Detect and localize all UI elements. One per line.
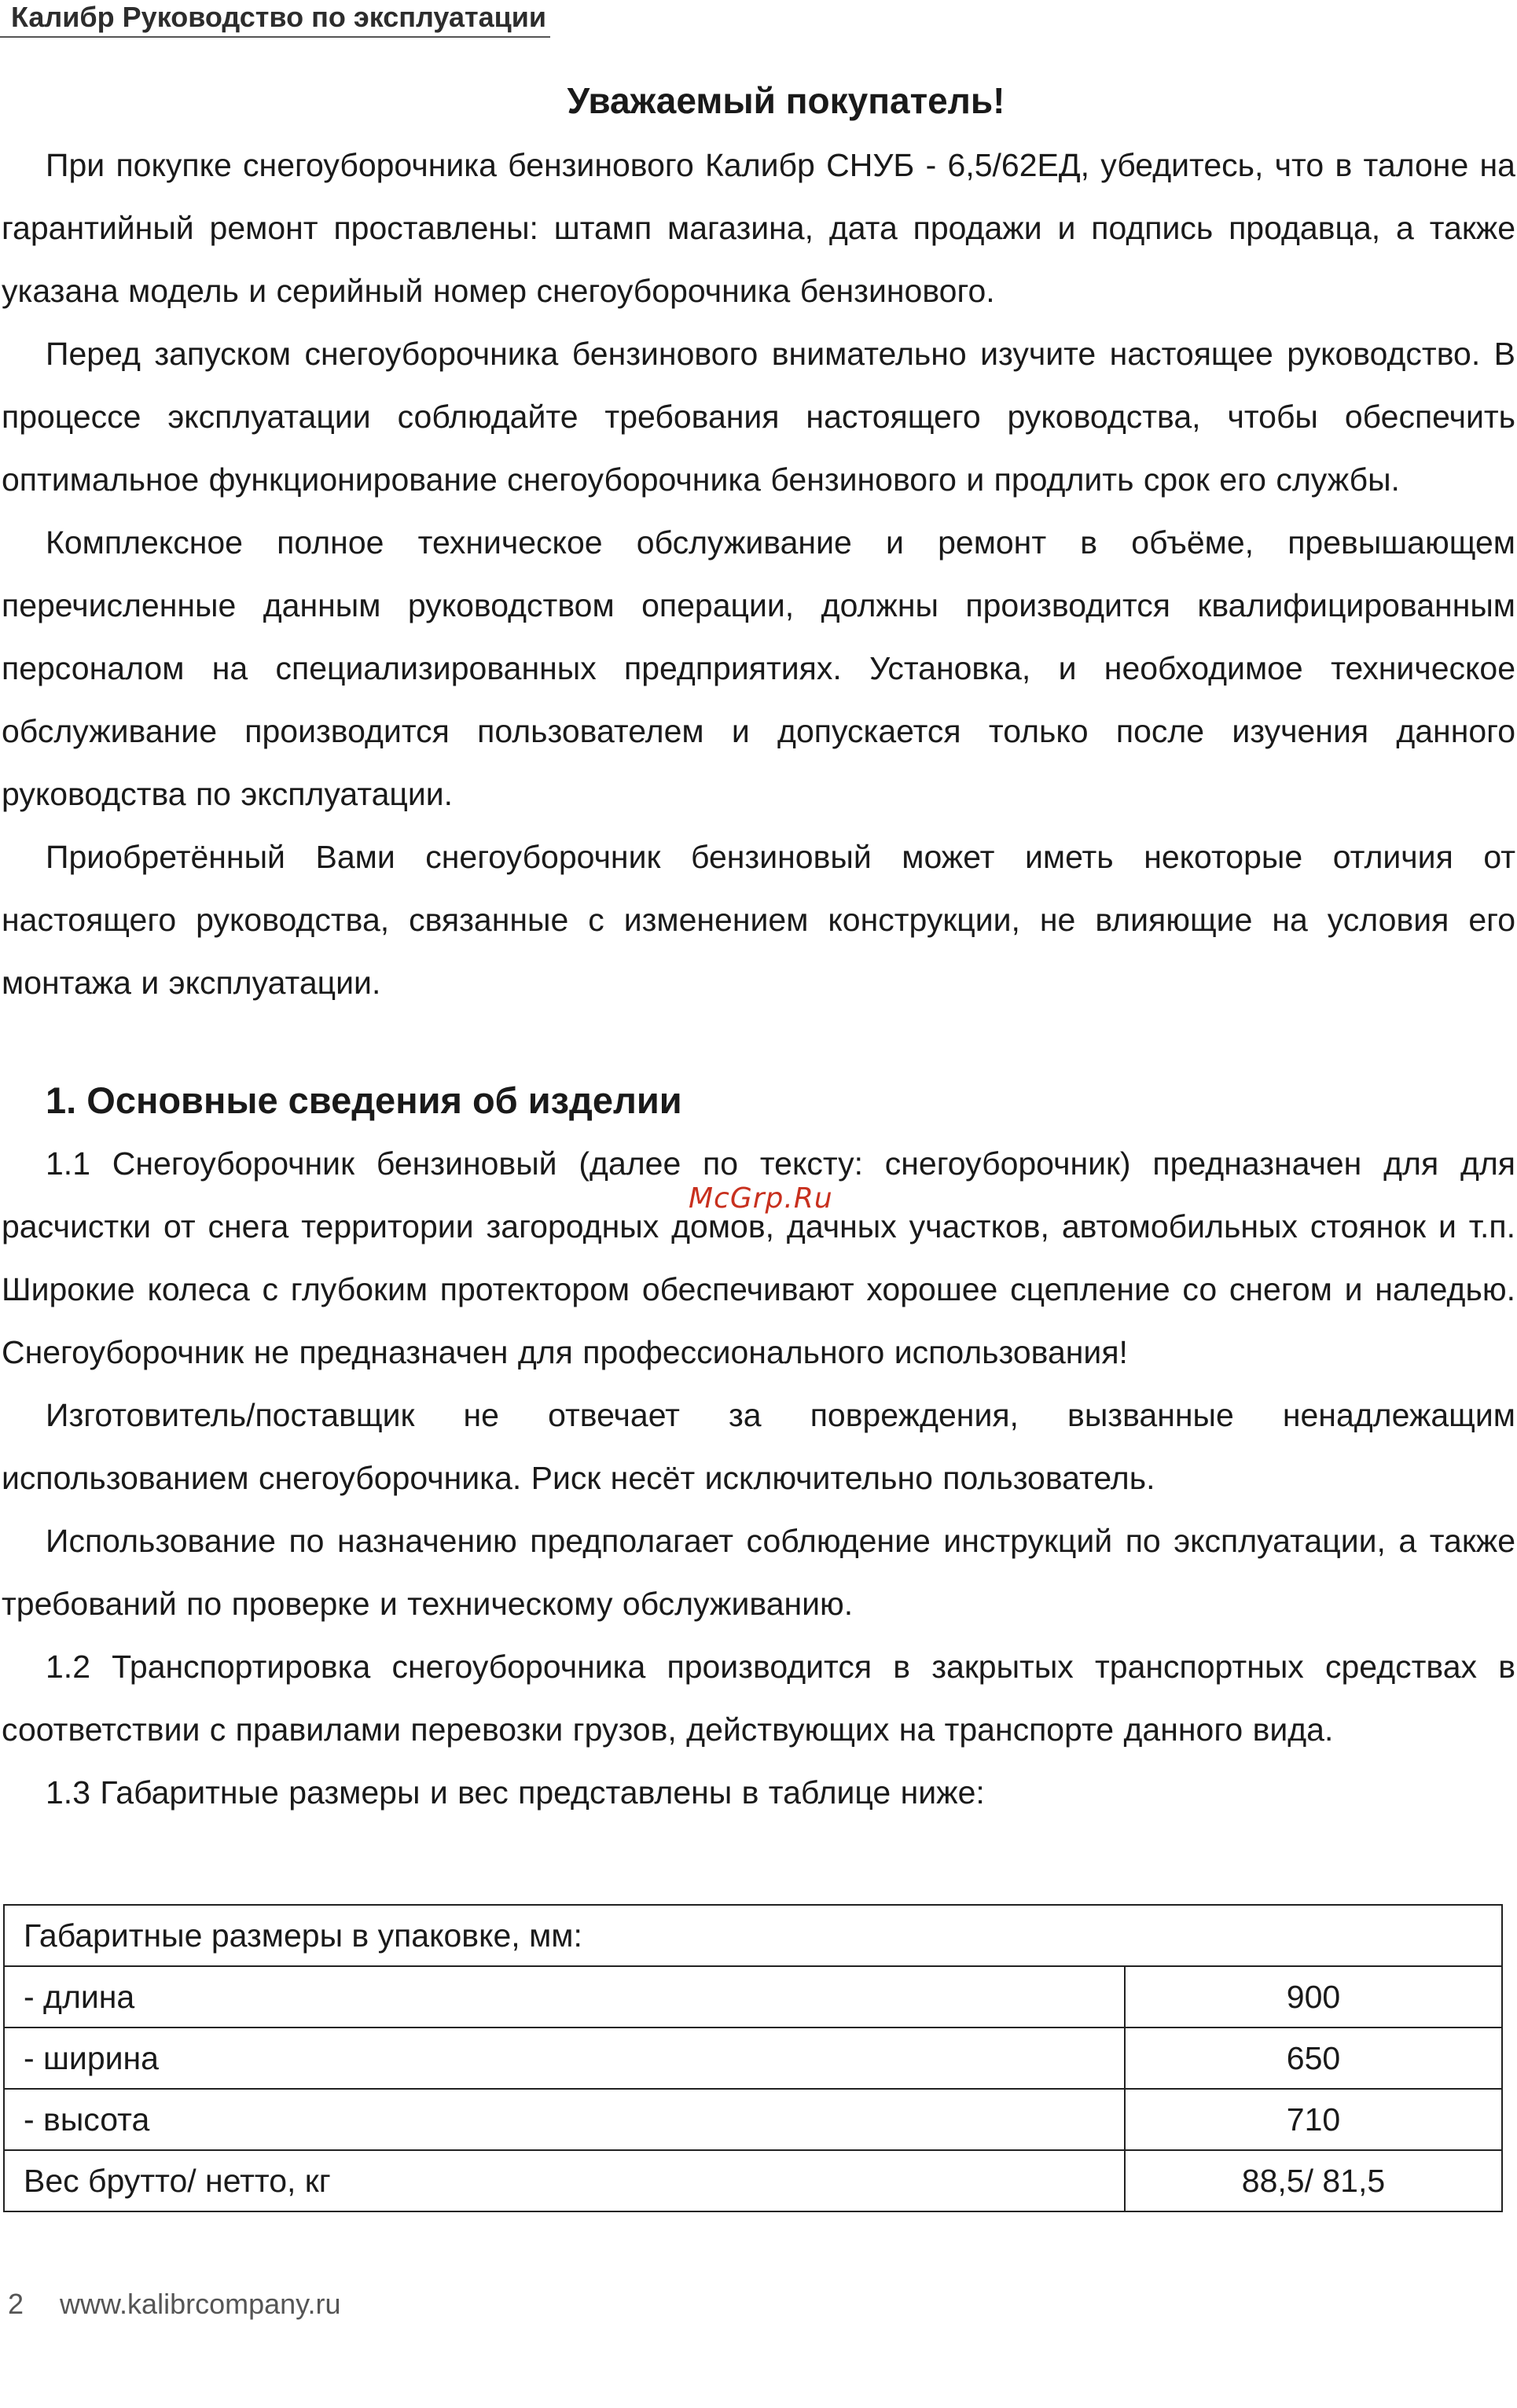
table-row bbox=[4, 2089, 1502, 2150]
table-cell-label: - длина bbox=[4, 1966, 1125, 2027]
table-cell-label: - ширина bbox=[4, 2027, 1125, 2089]
table-row bbox=[4, 1966, 1502, 2027]
section-paragraph: 1.3 Габаритные размеры и вес представлены в таблице ниже: bbox=[46, 1774, 985, 1811]
intro-paragraph: Комплексное полное техническое обслуживание и ремонт в объёме, превышающем перечисленные данным руководством операции, должны производится квалифицированным персоналом на специализированных предприятиях. Установка, и необходимое техническое обслуживание производится пользователем и допускается только после изучения данного руководства по эксплуатации. bbox=[2, 524, 1515, 812]
table-row bbox=[4, 2027, 1502, 2089]
table-cell-value: 88,5/ 81,5 bbox=[1125, 2150, 1502, 2211]
running-header: Калибр Руководство по эксплуатации bbox=[11, 1, 547, 33]
table-cell-value: 650 bbox=[1125, 2027, 1502, 2089]
section-paragraph: Изготовитель/поставщик не отвечает за повреждения, вызванные ненадлежащим использованием снегоуборочника. Риск несёт исключительно пользователь. bbox=[2, 1397, 1515, 1496]
intro-paragraph: Приобретённый Вами снегоуборочник бензиновый может иметь некоторые отличия от настоящего руководства, связанные с изменением конструкции, не влияющие на условия его монтажа и эксплуатации. bbox=[2, 839, 1515, 1001]
table-cell-label: Вес брутто/ нетто, кг bbox=[4, 2150, 1125, 2211]
table-header-row bbox=[4, 1905, 1502, 1966]
intro-title: Уважаемый покупатель! bbox=[567, 80, 1005, 121]
intro-paragraph: При покупке снегоуборочника бензинового Калибр СНУБ - 6,5/62ЕД, убедитесь, что в талоне на гарантийный ремонт проставлены: штамп магазина, дата продажи и подпись продавца, а также указана модель и серийный номер снегоуборочника бензинового. bbox=[2, 147, 1515, 309]
watermark-link[interactable]: McGrp.Ru bbox=[689, 1182, 833, 1215]
header-rule bbox=[0, 36, 550, 38]
intro-paragraph: Перед запуском снегоуборочника бензинового внимательно изучите настоящее руководство. В процессе эксплуатации соблюдайте требования настоящего руководства, чтобы обеспечить оптимальное функционирование снегоуборочника бензинового и продлить срок его службы. bbox=[2, 336, 1515, 498]
dimensions-table bbox=[3, 1904, 1503, 2212]
section-paragraph: 1.2 Транспортировка снегоуборочника производится в закрытых транспортных средствах в соответствии с правилами перевозки грузов, действующих на транспорте данного вида. bbox=[2, 1649, 1515, 1748]
section-heading: 1. Основные сведения об изделии bbox=[46, 1079, 682, 1121]
page-number: 2 bbox=[8, 2288, 24, 2320]
section-paragraph: 1.1 Снегоуборочник бензиновый (далее по тексту: снегоуборочник) предназначен для для расчистки от снега территории загородных домов, дачных участков, автомобильных стоянок и т.п. Широкие колеса с глубоким протектором обеспечивают хорошее сцепление со снегом и наледью. Снегоуборочник не предназначен для профессионального использования! bbox=[2, 1145, 1515, 1370]
table-row bbox=[4, 2150, 1502, 2211]
table-cell-label: - высота bbox=[4, 2089, 1125, 2150]
table-cell-value: 900 bbox=[1125, 1966, 1502, 2027]
page-content bbox=[2, 68, 1515, 1824]
section-paragraph: Использование по назначению предполагает соблюдение инструкций по эксплуатации, а также требований по проверке и техническому обслуживанию. bbox=[2, 1523, 1515, 1622]
table-header-cell: Габаритные размеры в упаковке, мм: bbox=[4, 1905, 1502, 1966]
footer-website-link[interactable]: www.kalibrcompany.ru bbox=[60, 2288, 341, 2320]
page-footer bbox=[8, 2288, 341, 2321]
table-cell-value: 710 bbox=[1125, 2089, 1502, 2150]
